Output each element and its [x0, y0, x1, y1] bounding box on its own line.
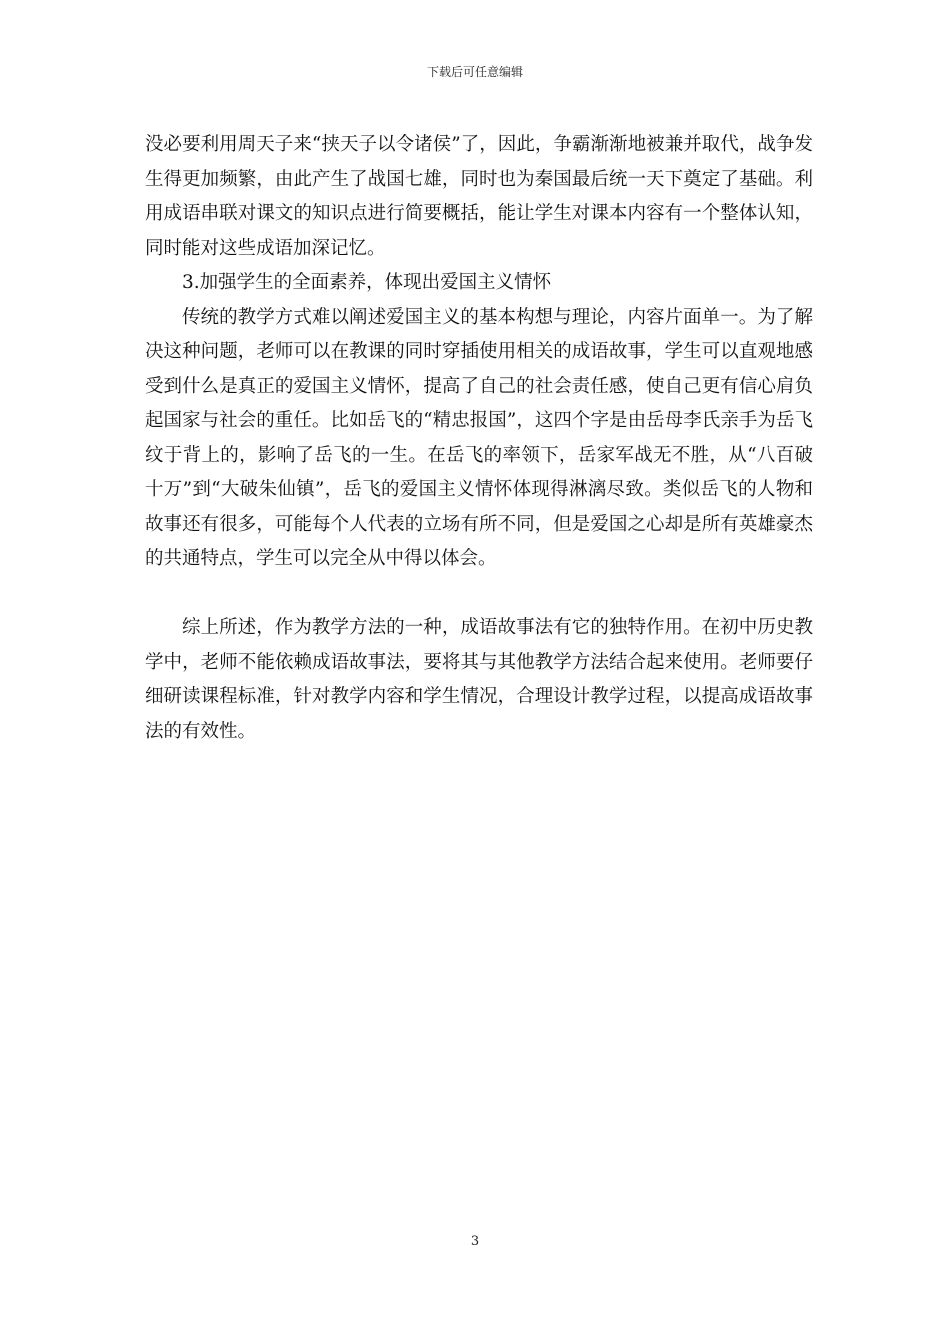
section-heading: 3.加强学生的全面素养，体现出爱国主义情怀 — [182, 272, 552, 293]
page-header: 下载后可任意编辑 — [426, 65, 523, 79]
paragraph-continuation: 没必要利用周天子来“挟天子以令诸侯”了，因此，争霸渐渐地被兼并取代，战争发生得更加频繁，由此产生了战国七雄，同时也为秦国最后统一天下奠定了基础。利用成语串联对课文的知识点进行简要概括，能让学生对课本内容有一个整体认知，同时能对这些成语加深记忆。 — [145, 134, 813, 259]
paragraph-patriotism: 传统的教学方式难以阐述爱国主义的基本构想与理论，内容片面单一。为了解决这种问题，老师可以在教课的同时穿插使用相关的成语故事，学生可以直观地感受到什么是真正的爱国主义情怀，提高了自己的社会责任感，使自己更有信心肩负起国家与社会的重任。比如岳飞的“精忠报国”，这四个字是由岳母李氏亲手为岳飞纹于背上的，影响了岳飞的一生。在岳飞的率领下，岳家军战无不胜，从“八百破十万”到“大破朱仙镇”，岳飞的爱国主义情怀体现得淋漓尽致。类似岳飞的人物和故事还有很多，可能每个人代表的立场有所不同，但是爱国之心却是所有英雄豪杰的共通特点，学生可以完全从中得以体会。 — [145, 306, 813, 569]
page-number: 3 — [470, 1234, 480, 1249]
paragraph-conclusion: 综上所述，作为教学方法的一种，成语故事法有它的独特作用。在初中历史教学中，老师不能依赖成语故事法，要将其与其他教学方法结合起来使用。老师要仔细研读课程标准，针对教学内容和学生情况，合理设计教学过程，以提高成语故事法的有效性。 — [145, 617, 813, 742]
paragraph-spacer — [145, 577, 813, 612]
document-body — [145, 128, 813, 749]
